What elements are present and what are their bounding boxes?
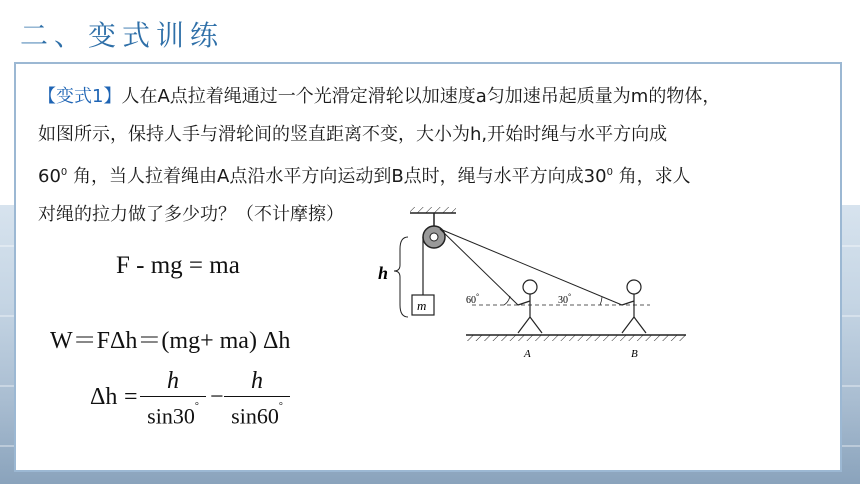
ground <box>466 335 686 341</box>
fraction-2: h sin60° <box>224 366 290 427</box>
h-label: h <box>378 263 389 283</box>
point-b-label: B <box>631 348 638 360</box>
problem-line-3: $60^0$ 角，当人拉着绳由A点沿水平方向运动到B点时，绳与水平方向成$30^0$ 角，求人 <box>38 166 691 187</box>
person-a <box>518 280 542 333</box>
slide-title: 二、变式训练 <box>20 19 225 52</box>
problem-line-1: 【变式1】人在A点拉着绳通过一个光滑定滑轮以加速度a匀加速吊起质量为m的物体， <box>38 86 721 107</box>
angle-b-label: 30° <box>558 292 572 306</box>
problem-line-4: 对绳的拉力做了多少功？（不计摩擦） <box>38 204 344 225</box>
minus-sign: − <box>210 384 224 410</box>
delta-h-symbol: Δh <box>90 384 118 410</box>
equals-sign: = <box>124 384 138 410</box>
formula-work: W＝FΔh＝(mg+ ma) Δh <box>50 328 291 354</box>
ceiling <box>410 207 456 213</box>
problem-tag: 【变式1】 <box>38 86 122 107</box>
problem-line-2: 如图所示，保持人手与滑轮间的竖直距离不变，大小为h,开始时绳与水平方向成 <box>38 124 668 145</box>
fraction-1: h sin30° <box>140 366 206 427</box>
person-b <box>622 280 646 333</box>
mass-label: m <box>417 298 427 313</box>
point-a-label: A <box>524 348 531 360</box>
formula-newton: F - mg = ma <box>116 252 240 279</box>
formula-delta-h <box>90 366 290 434</box>
pulley-diagram <box>374 205 694 365</box>
angle-a-label: 60° <box>466 292 480 306</box>
